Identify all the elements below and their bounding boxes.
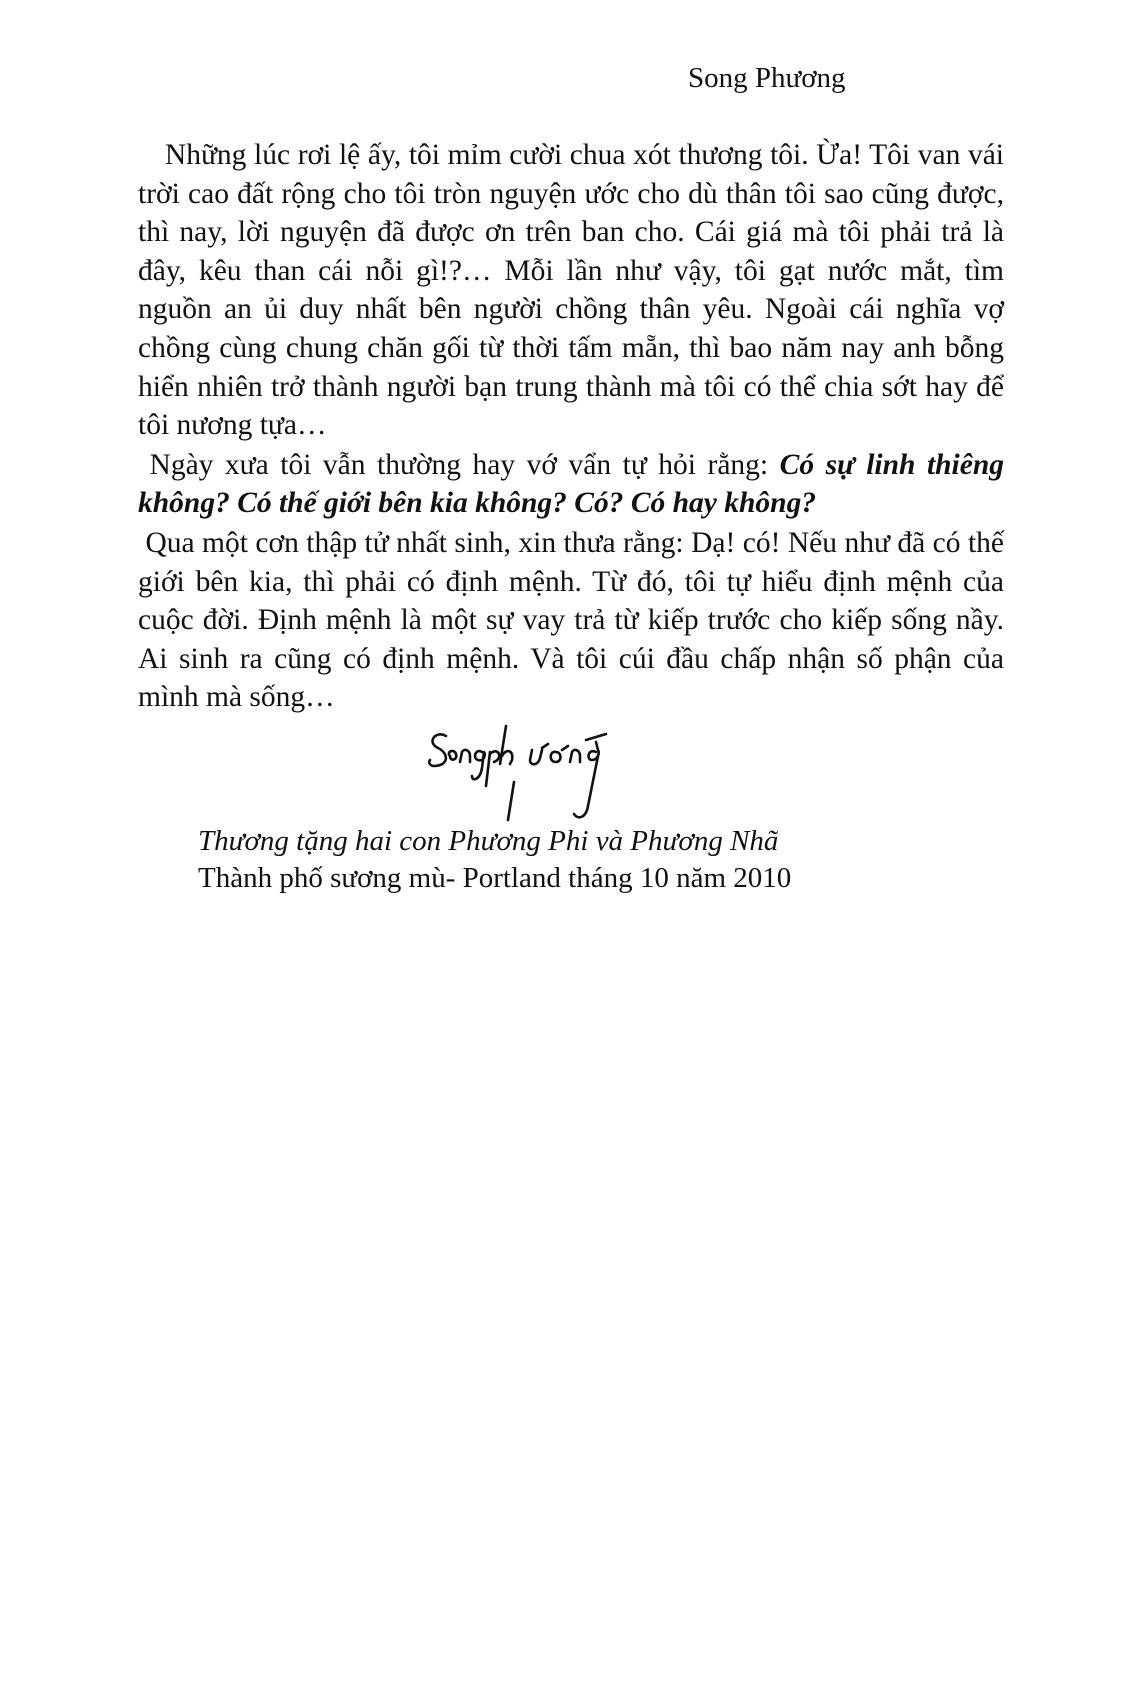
signature-graphic <box>428 722 648 822</box>
paragraph-3-text: Qua một cơn thập tử nhất sinh, xin thưa rằng: Dạ! có! Nếu như đã có thế giới bên kia, thì phải có định mệnh. Từ đó, tôi tự hiểu định mệnh của cuộc đời. Định mệnh là một sự vay trả từ kiếp trước cho kiếp sống nầy. Ai sinh ra cũng có định mệnh. Và tôi cúi đầu chấp nhận số phận của mình mà sống… <box>138 526 1005 714</box>
paragraph-2-intro: Ngày xưa tôi vẫn thường hay vớ vẩn tự hỏi rằng: <box>149 448 780 481</box>
paragraph-1-text: Những lúc rơi lệ ấy, tôi mỉm cười chua xót thương tôi. Ừa! Tôi van vái trời cao đất rộng cho tôi tròn nguyện ước cho dù thân tôi sao cũng được, thì nay, lời nguyện đã được ơn trên ban cho. Cái giá mà tôi phải trả là đây, kêu than cái nỗi gì!?… Mỗi lần như vậy, tôi gạt nước mắt, tìm nguồn an ủi duy nhất bên người chồng thân yêu. Ngoài cái nghĩa vợ chồng cùng chung chăn gối từ thời tấm mẵn, thì bao năm nay anh bỗng hiển nhiên trở thành người bạn trung thành mà tôi có thể chia sớt hay để tôi nương tựa… <box>138 139 1005 442</box>
paragraph-3 <box>138 524 1004 717</box>
paragraph-1 <box>138 136 1004 445</box>
body-text <box>138 136 1004 717</box>
handwritten-signature <box>428 722 648 822</box>
paragraph-2-question: Có sự linh thiêng không? Có thế giới bên kia không? Có? Có hay không? <box>138 448 1004 520</box>
author-header: Song Phương <box>688 62 846 94</box>
dedication: Thương tặng hai con Phương Phi và Phương Nhã <box>198 825 779 857</box>
place-and-date: Thành phố sương mù- Portland tháng 10 năm 2010 <box>198 862 792 894</box>
paragraph-2 <box>138 446 1004 523</box>
